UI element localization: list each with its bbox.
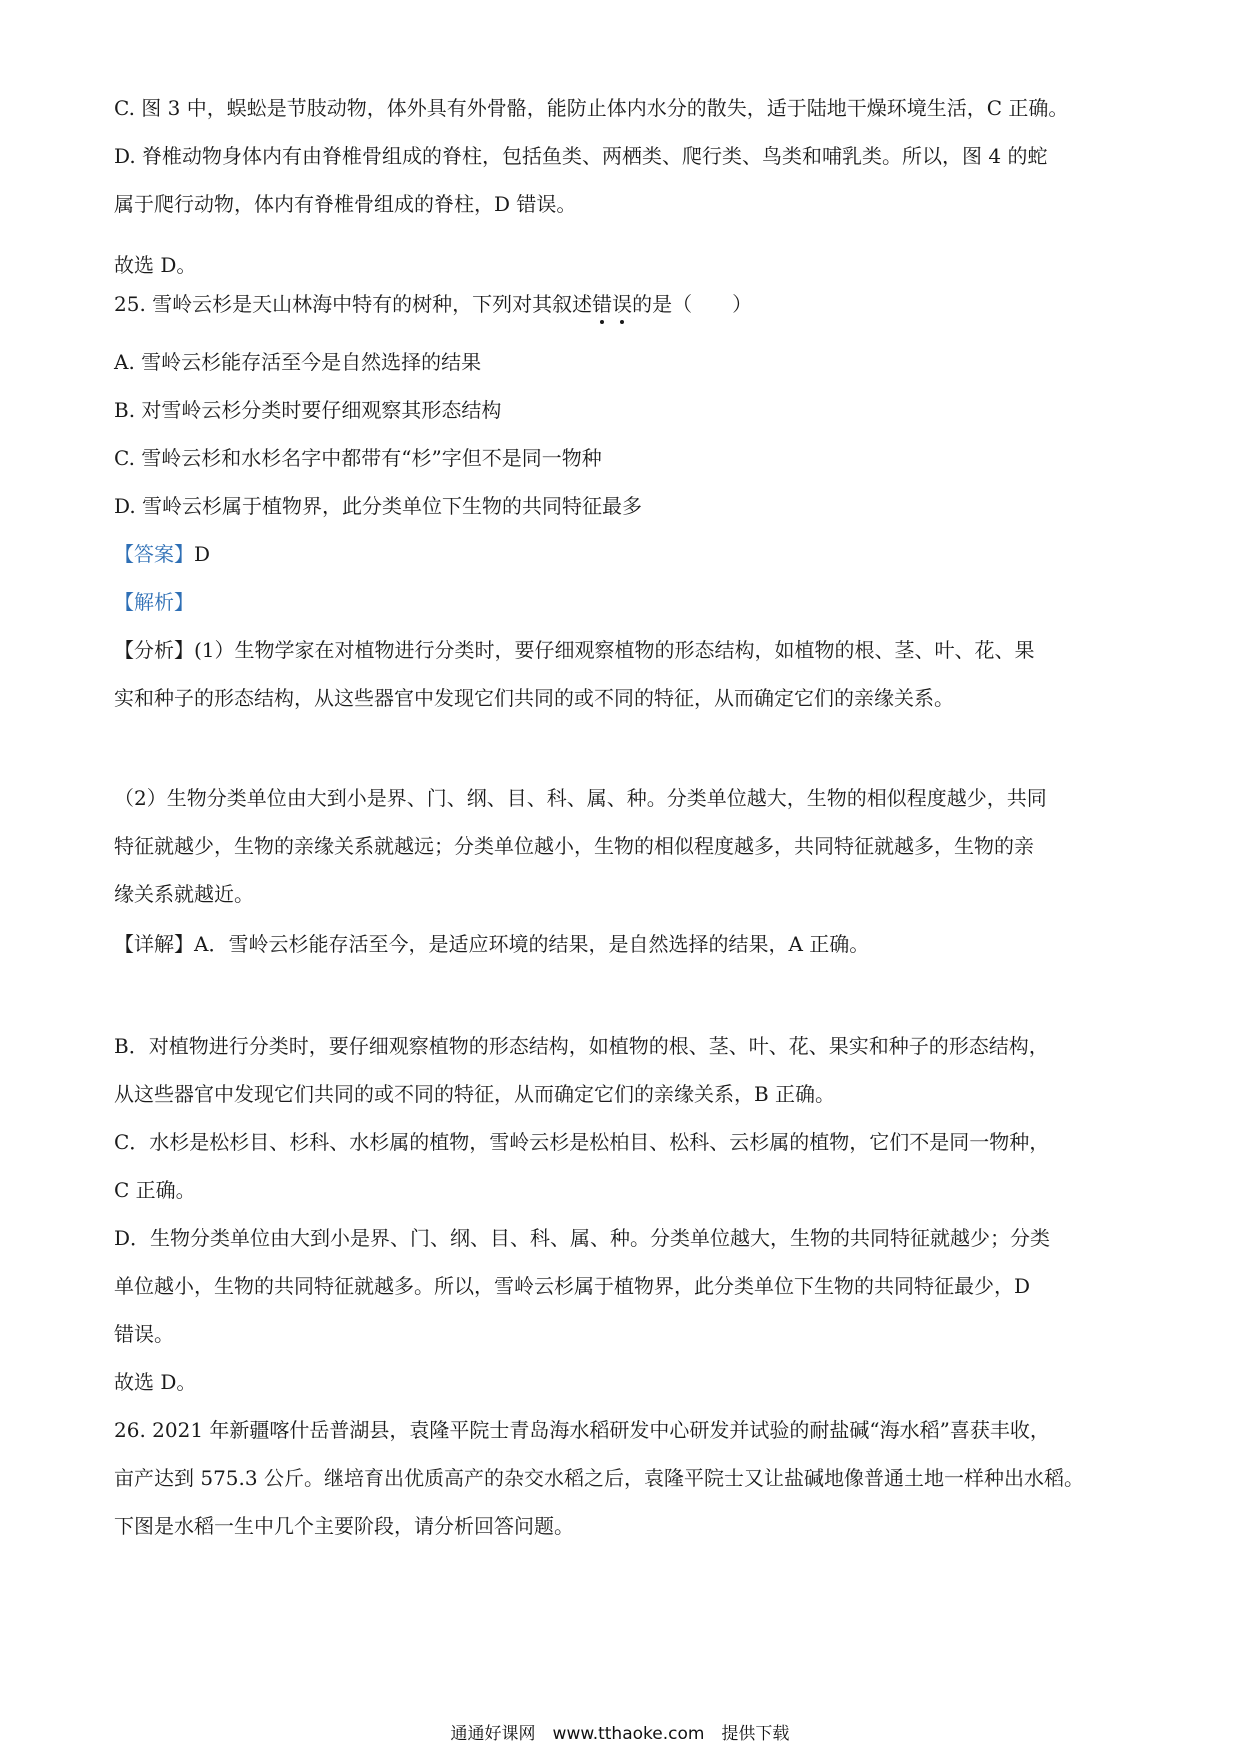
q25-option-c: C. 雪岭云杉和水杉名字中都带有“杉”字但不是同一物种: [114, 446, 602, 470]
q24-option-d-explanation-line1: D. 脊椎动物身体内有由脊椎骨组成的脊柱，包括鱼类、两栖类、爬行类、鸟类和哺乳类。所以，图 4 的蛇: [114, 144, 1048, 168]
q25-fenxi-line1: 【分析】(1）生物学家在对植物进行分类时，要仔细观察植物的形态结构，如植物的根、茎、叶、花、果: [114, 638, 1035, 662]
q25-option-a: A. 雪岭云杉能存活至今是自然选择的结果: [114, 350, 482, 374]
q25-xiangjie-a: 【详解】A．雪岭云杉能存活至今，是适应环境的结果，是自然选择的结果，A 正确。: [114, 932, 870, 956]
answer-tag: 【答案】: [114, 542, 194, 566]
q26-stem-line2: 亩产达到 575.3 公斤。继培育出优质高产的杂交水稻之后，袁隆平院士又让盐碱地像普通土地一样种出水稻。: [114, 1466, 1084, 1490]
q25-xiangjie-c-line2: C 正确。: [114, 1178, 196, 1202]
answer-value: D: [194, 542, 211, 566]
q25-stem-emphasis-1: 错: [592, 292, 613, 316]
q25-fenxi2-line2: 特征就越少，生物的亲缘关系就越远；分类单位越小，生物的相似程度越多，共同特征就越多，生物的亲: [114, 834, 1034, 858]
q25-stem-emphasis-2: 误: [612, 292, 633, 316]
q25-xiangjie-d-line3: 错误。: [114, 1322, 174, 1346]
q24-option-d-explanation-line2: 属于爬行动物，体内有脊椎骨组成的脊柱，D 错误。: [114, 192, 577, 216]
q25-fenxi-line2: 实和种子的形态结构，从这些器官中发现它们共同的或不同的特征，从而确定它们的亲缘关系。: [114, 686, 954, 710]
q25-answer: [114, 540, 1134, 568]
q24-conclusion: 故选 D。: [114, 253, 197, 277]
q25-stem-text: 25. 雪岭云杉是天山林海中特有的树种，下列对其叙述: [114, 292, 593, 316]
q25-xiangjie-b-line1: B．对植物进行分类时，要仔细观察植物的形态结构，如植物的根、茎、叶、花、果实和种子的形态结构，: [114, 1034, 1049, 1058]
q25-xiangjie-b-line2: 从这些器官中发现它们共同的或不同的特征，从而确定它们的亲缘关系，B 正确。: [114, 1082, 836, 1106]
q25-fenxi2-line3: 缘关系就越近。: [114, 882, 254, 906]
page-footer: 通通好课网 www.tthaoke.com 提供下载: [450, 1724, 790, 1744]
q25-option-d: D. 雪岭云杉属于植物界，此分类单位下生物的共同特征最多: [114, 494, 643, 518]
analysis-tag: 【解析】: [114, 590, 194, 614]
q25-option-b: B. 对雪岭云杉分类时要仔细观察其形态结构: [114, 398, 502, 422]
q25-xiangjie-d-line1: D．生物分类单位由大到小是界、门、纲、目、科、属、种。分类单位越大，生物的共同特征就越少；分类: [114, 1226, 1051, 1250]
q26-stem-line3: 下图是水稻一生中几个主要阶段，请分析回答问题。: [114, 1514, 574, 1538]
q25-xiangjie-d-line2: 单位越小，生物的共同特征就越多。所以，雪岭云杉属于植物界，此分类单位下生物的共同特征最少，D: [114, 1274, 1031, 1298]
q25-stem: [114, 290, 1134, 318]
q25-conclusion: 故选 D。: [114, 1370, 197, 1394]
q24-option-c-explanation: C. 图 3 中，蜈蚣是节肢动物，体外具有外骨骼，能防止体内水分的散失，适于陆地干燥环境生活，C 正确。: [114, 96, 1069, 120]
q25-xiangjie-c-line1: C．水杉是松杉目、杉科、水杉属的植物，雪岭云杉是松柏目、松科、云杉属的植物，它们不是同一物种，: [114, 1130, 1050, 1154]
q25-stem-bracket: 的是（ ）: [632, 292, 753, 316]
q26-stem-line1: 26. 2021 年新疆喀什岳普湖县，袁隆平院士青岛海水稻研发中心研发并试验的耐盐碱“海水稻”喜获丰收，: [114, 1418, 1050, 1442]
q25-fenxi2-line1: （2）生物分类单位由大到小是界、门、纲、目、科、属、种。分类单位越大，生物的相似程度越少，共同: [114, 786, 1047, 810]
